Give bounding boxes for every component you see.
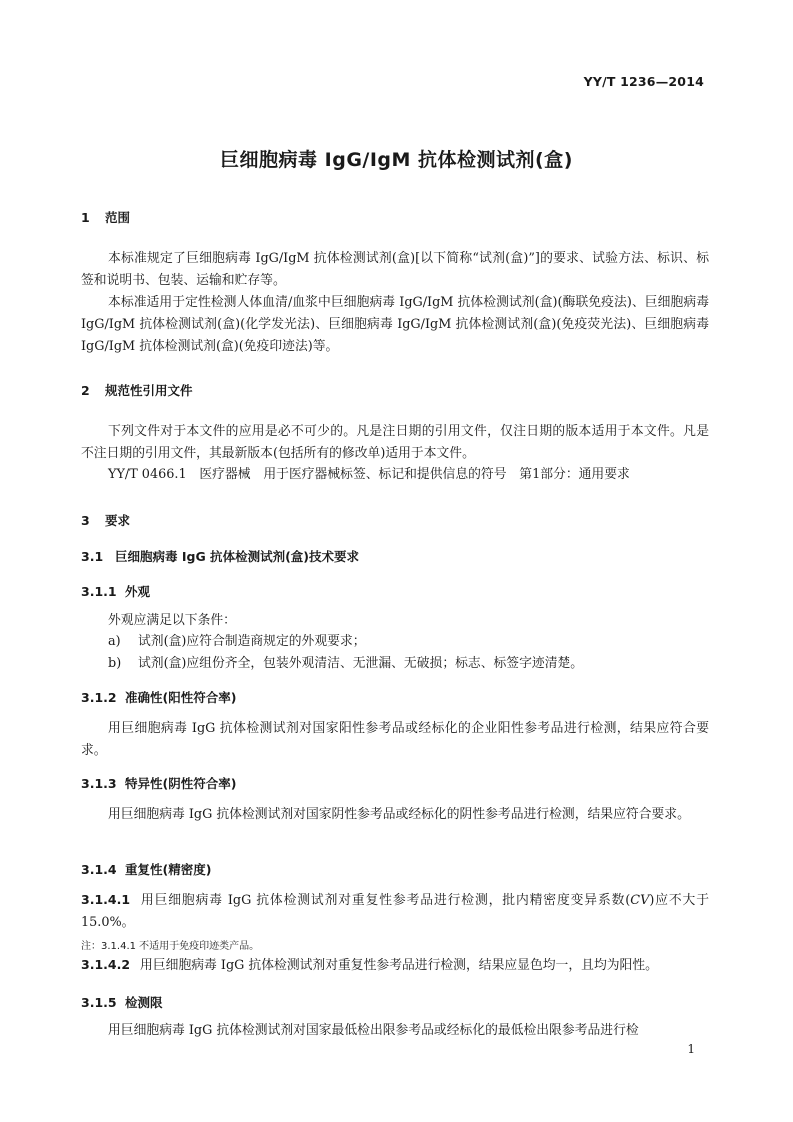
clause-text: 用巨细胞病毒 IgG 抗体检测试剂对重复性参考品进行检测，结果应显色均一，且均为阳性。 [140,958,658,973]
list-label: a) [108,634,121,649]
subsection-number: 3.1.4 [81,862,117,877]
list-text: 试剂(盒)应符合制造商规定的外观要求； [138,634,366,649]
subsection-3-1-2-heading [81,688,236,706]
page-number: 1 [687,1042,695,1056]
subsection-3-1-5-heading [81,993,163,1011]
specificity-paragraph: 用巨细胞病毒 IgG 抗体检测试剂对国家阴性参考品或经标化的阴性参考品进行检测，结果应符合要求。 [108,807,690,822]
cv-symbol: CV [630,893,650,908]
subsection-3-1-1-heading [81,582,150,600]
section-1-heading [81,208,130,226]
subsection-title: 重复性(精密度) [125,862,212,877]
reference-item: YY/T 0466.1 医疗器械 用于医疗器械标签、标记和提供信息的符号 第1部分：通用要求 [108,467,630,482]
references-paragraph: 下列文件对于本文件的应用是必不可少的。凡是注日期的引用文件，仅注日期的版本适用于本文件。凡是不注日期的引用文件，其最新版本(包括所有的修改单)适用于本文件。 [81,424,709,461]
section-3-heading [81,511,130,529]
subsection-title: 特异性(阴性符合率) [125,776,237,791]
clause-text: 用巨细胞病毒 IgG 抗体检测试剂对重复性参考品进行检测，批内精密度变异系数( [140,893,631,908]
appearance-intro: 外观应满足以下条件： [108,613,236,628]
subsection-number: 3.1.5 [81,995,117,1010]
standard-number: YY/T 1236—2014 [583,74,704,89]
list-text: 试剂(盒)应组份齐全，包装外观清洁、无泄漏、无破损；标志、标签字迹清楚。 [138,656,584,671]
note: 注：3.1.4.1 不适用于免疫印迹类产品。 [81,941,260,952]
list-label: b) [108,656,122,671]
subsection-number: 3.1.1 [81,584,117,599]
section-2-heading [81,381,193,399]
subsection-3-1-4-heading [81,860,211,878]
subsection-number: 3.1.2 [81,690,117,705]
list-item-a [81,631,736,653]
subsection-3-1-heading [81,547,359,565]
list-item-b [81,653,736,675]
repeatability-clause-1 [81,889,709,934]
subsection-title: 检测限 [125,995,163,1010]
document-title: 巨细胞病毒 IgG/IgM 抗体检测试剂(盒) [220,149,573,171]
repeatability-clause-2 [81,954,709,977]
section-title: 规范性引用文件 [105,383,193,398]
clause-number: 3.1.4.2 [81,957,131,972]
subsection-title: 准确性(阳性符合率) [125,690,237,705]
accuracy-paragraph: 用巨细胞病毒 IgG 抗体检测试剂对国家阳性参考品或经标化的企业阳性参考品进行检测，结果应符合要求。 [81,721,709,758]
clause-text-end: )应不大于 15.0%。 [81,893,709,930]
section-number: 3 [81,513,90,528]
subsection-number: 3.1 [81,549,104,564]
scope-paragraph-2: 本标准适用于定性检测人体血清/血浆中巨细胞病毒 IgG/IgM 抗体检测试剂(盒)(酶联免疫法)、巨细胞病毒 IgG/IgM 抗体检测试剂(盒)(化学发光法)、巨细胞病毒 IgG/IgM 抗体检测试剂(盒)(免疫荧光法)、巨细胞病毒 IgG/IgM 抗体检测试剂(盒)(免疫印迹法)等。 [81,295,709,354]
subsection-3-1-3-heading [81,774,236,792]
subsection-number: 3.1.3 [81,776,117,791]
subsection-title: 外观 [125,584,151,599]
section-title: 范围 [105,210,131,225]
section-number: 1 [81,210,90,225]
section-number: 2 [81,383,90,398]
scope-paragraph-1: 本标准规定了巨细胞病毒 IgG/IgM 抗体检测试剂(盒)[以下简称“试剂(盒)”]的要求、试验方法、标识、标签和说明书、包装、运输和贮存等。 [81,251,709,288]
subsection-title: 巨细胞病毒 IgG 抗体检测试剂(盒)技术要求 [115,549,359,564]
detection-limit-paragraph: 用巨细胞病毒 IgG 抗体检测试剂对国家最低检出限参考品或经标化的最低检出限参考品进行检 [108,1023,639,1038]
clause-number: 3.1.4.1 [81,892,131,907]
section-title: 要求 [105,513,131,528]
